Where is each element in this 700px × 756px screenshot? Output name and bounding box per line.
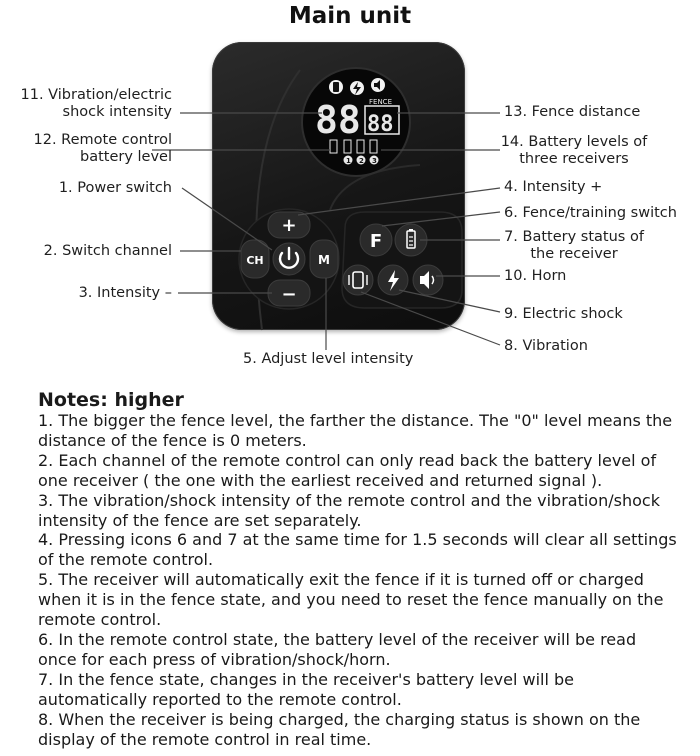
label-horn: 10. Horn	[504, 268, 567, 284]
label-fence-distance: 13. Fence distance	[504, 104, 641, 120]
note-item: 5. The receiver will automatically exit the fence if it is turned off or charged when it is in the fence state, and you need to reset the fence manually on the remote control.	[38, 570, 664, 630]
horn-button	[413, 265, 443, 295]
intensity-plus-button	[268, 212, 310, 238]
svg-text:+: +	[281, 215, 297, 236]
label-power-switch: 1. Power switch	[58, 180, 172, 196]
svg-text:CH: CH	[246, 254, 264, 267]
svg-text:−: −	[281, 284, 297, 305]
svg-text:3: 3	[372, 157, 377, 165]
label-remote-battery-level: 12. Remote control battery level	[33, 132, 172, 165]
label-switch-channel: 2. Switch channel	[43, 243, 172, 259]
notes-section	[38, 389, 678, 749]
fence-training-switch-button	[360, 224, 392, 256]
note-item: 8. When the receiver is being charged, the charging status is shown on the display of the remote control in real time.	[38, 709, 641, 749]
note-item: 2. Each channel of the remote control can only read back the battery level of one receiver ( the one with the earliest received and returned signal ).	[38, 450, 657, 490]
note-item: 3. The vibration/shock intensity of the remote control and the vibration/shock intensity of the fence are set separately.	[38, 490, 660, 530]
label-vibration-shock-intensity: 11. Vibration/electric shock intensity	[20, 87, 172, 120]
notes-heading: Notes: higher	[38, 389, 184, 411]
label-vibration: 8. Vibration	[504, 338, 588, 354]
label-adjust-level-intensity: 5. Adjust level intensity	[243, 351, 414, 367]
page-title: Main unit	[288, 3, 412, 29]
shock-icon	[350, 81, 364, 95]
fence-label: FENCE	[369, 98, 392, 106]
note-item: 4. Pressing icons 6 and 7 at the same time for 1.5 seconds will clear all settings of the remote control.	[38, 530, 677, 570]
label-receiver-battery-status: 7. Battery status of the receiver	[504, 229, 644, 262]
intensity-digits: 88	[315, 98, 361, 142]
label-receiver-battery-levels: 14. Battery levels of three receivers	[500, 134, 648, 167]
intensity-minus-button	[268, 280, 310, 306]
note-item: 1. The bigger the fence level, the farther the distance. The "0" level means the distance of the fence is 0 meters.	[38, 411, 673, 450]
label-fence-training-switch: 6. Fence/training switch	[504, 205, 677, 221]
label-electric-shock: 9. Electric shock	[504, 306, 623, 322]
receiver-numbers	[344, 156, 379, 166]
fence-digits: 88	[367, 112, 394, 137]
adjust-level-button	[310, 240, 338, 278]
label-intensity-minus: 3. Intensity –	[78, 285, 172, 301]
power-button	[273, 243, 305, 275]
svg-text:1: 1	[346, 157, 351, 165]
note-item: 7. In the fence state, changes in the receiver's battery level will be automatically reported to the remote control.	[38, 669, 574, 709]
label-intensity-plus: 4. Intensity +	[504, 179, 603, 195]
vibration-icon	[329, 80, 343, 94]
svg-text:F: F	[369, 231, 383, 252]
vibration-button	[343, 265, 373, 295]
svg-text:2: 2	[359, 157, 364, 165]
svg-text:M: M	[318, 253, 330, 267]
horn-icon	[371, 78, 385, 92]
note-item: 6. In the remote control state, the battery level of the receiver will be read once for each press of vibration/shock/horn.	[38, 629, 637, 669]
